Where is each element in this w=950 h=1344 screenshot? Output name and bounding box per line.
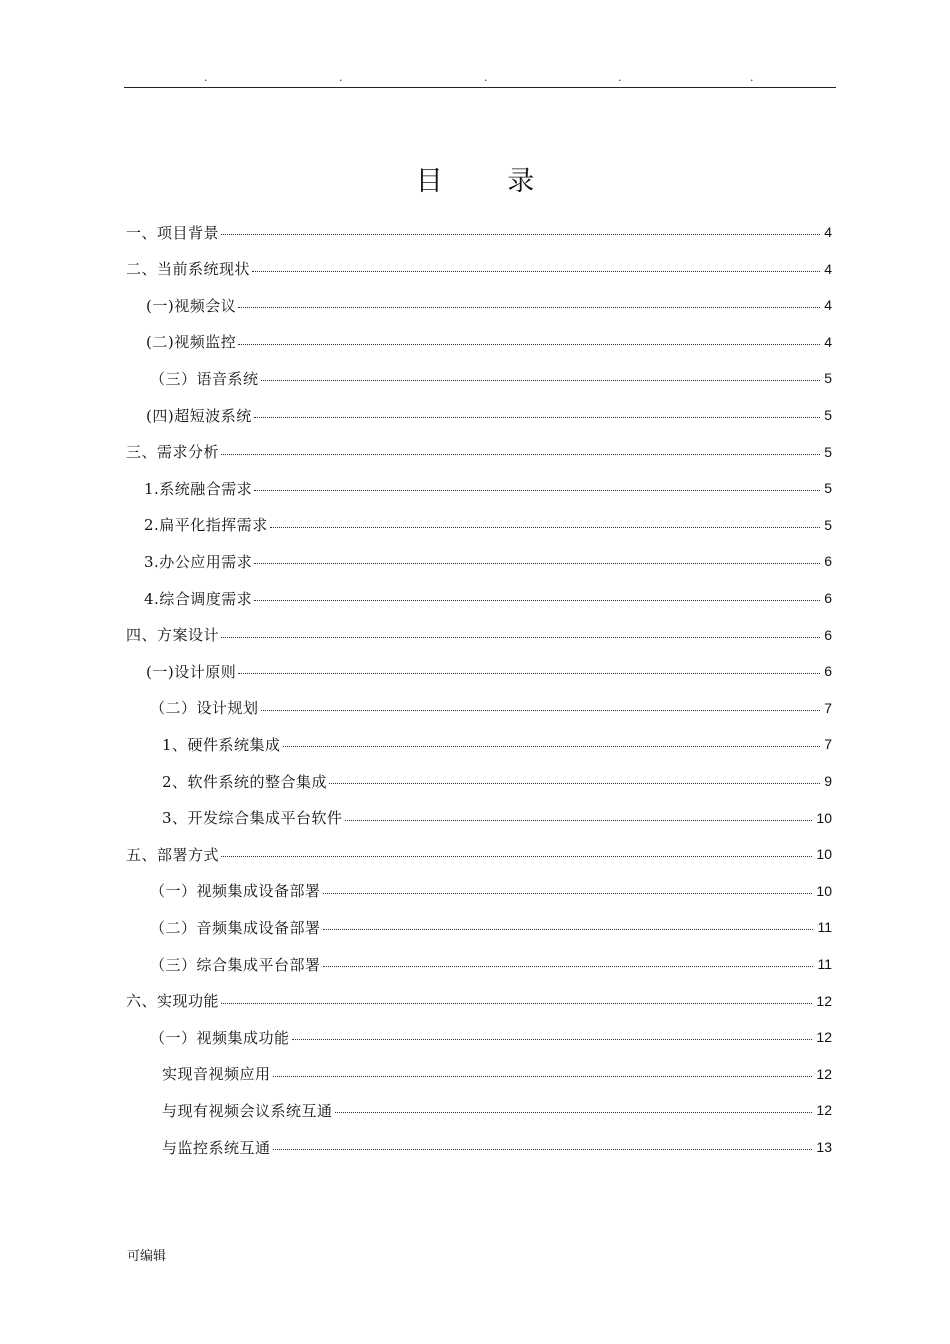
toc-dot-leader <box>323 966 814 967</box>
toc-dot-leader <box>283 746 820 747</box>
toc-title: 目 录 <box>415 166 563 197</box>
toc-entry[interactable] <box>150 690 832 726</box>
toc-dot-leader <box>254 563 820 564</box>
header-dot: . <box>484 71 488 84</box>
toc-entry-label: (四)超短波系统 <box>146 406 252 425</box>
toc-entry-page: 5 <box>824 480 832 497</box>
toc-entry-page: 12 <box>816 1102 832 1119</box>
toc-entry-page: 12 <box>816 1029 832 1046</box>
toc-entry-label: 1、硬件系统集成 <box>162 735 281 754</box>
toc-entry[interactable] <box>126 214 832 250</box>
toc-entry-label: （一）视频集成设备部署 <box>150 882 321 901</box>
toc-entry[interactable] <box>162 1056 832 1092</box>
toc-entry-page: 10 <box>816 882 832 899</box>
toc-entry-label: (二)视频监控 <box>146 333 237 352</box>
toc-dot-leader <box>323 893 813 894</box>
header-rule <box>124 87 836 88</box>
toc-entry[interactable] <box>144 470 832 506</box>
toc-entry-page: 5 <box>824 407 832 423</box>
toc-entry[interactable] <box>126 983 832 1019</box>
toc-dot-leader <box>254 490 820 491</box>
toc-dot-leader <box>221 637 820 638</box>
toc-entry-page: 11 <box>817 956 832 972</box>
toc-entry-page: 9 <box>824 773 832 789</box>
toc-entry-label: （二）设计规划 <box>150 699 259 718</box>
toc-dot-leader <box>270 527 820 528</box>
footer-note: 可编辑 <box>127 1249 167 1264</box>
toc-entry-page: 10 <box>816 809 832 826</box>
toc-entry-page: 7 <box>824 736 832 753</box>
toc-entry-label: 五、部署方式 <box>126 845 220 864</box>
toc-entry[interactable] <box>144 507 832 543</box>
toc-entry[interactable] <box>126 836 832 872</box>
toc-dot-leader <box>261 710 820 711</box>
toc-entry-label: （三）综合集成平台部署 <box>150 955 321 974</box>
toc-entry-label: 1.系统融合需求 <box>144 479 253 498</box>
toc-dot-leader <box>238 307 820 308</box>
toc-entry-label: 六、实现功能 <box>126 992 220 1011</box>
toc-entry[interactable] <box>150 1019 832 1055</box>
toc-entry-label: 四、方案设计 <box>126 626 220 645</box>
toc-entry-page: 12 <box>816 1065 832 1082</box>
toc-entry[interactable] <box>144 543 832 579</box>
toc-entry[interactable] <box>162 800 832 836</box>
toc-entry[interactable] <box>162 763 832 799</box>
toc-entry[interactable] <box>162 1129 832 1165</box>
toc-dot-leader <box>238 673 820 674</box>
toc-entry-page: 12 <box>816 992 832 1009</box>
toc-dot-leader <box>221 454 820 455</box>
toc-entry[interactable] <box>150 873 832 909</box>
toc-entry[interactable] <box>146 397 832 433</box>
toc-dot-leader <box>261 380 820 381</box>
toc-entry-label: （三）语音系统 <box>150 369 259 388</box>
toc-entry-page: 6 <box>824 663 832 680</box>
toc-entry-label: 3、开发综合集成平台软件 <box>162 809 343 828</box>
toc-entry-label: 与现有视频会议系统互通 <box>162 1101 333 1120</box>
toc-entry-label: 实现音视频应用 <box>162 1065 271 1084</box>
toc-entry-label: 2、软件系统的整合集成 <box>162 772 328 791</box>
toc-entry-page: 5 <box>824 370 832 387</box>
toc-entry-page: 4 <box>824 333 832 350</box>
toc-entry[interactable] <box>126 251 832 287</box>
toc-dot-leader <box>345 820 813 821</box>
toc-dot-leader <box>254 600 820 601</box>
toc-dot-leader <box>238 344 820 345</box>
toc-entry-page: 13 <box>816 1139 832 1155</box>
toc-dot-leader <box>292 1039 813 1040</box>
toc-entry[interactable] <box>162 726 832 762</box>
toc-entry-label: 4.综合调度需求 <box>144 589 253 608</box>
toc-entry-label: 三、需求分析 <box>126 443 220 462</box>
toc-entry-label: 一、项目背景 <box>126 223 220 242</box>
toc-entry-page: 6 <box>824 590 832 606</box>
toc-entry-page: 6 <box>824 553 832 570</box>
toc-dot-leader <box>254 417 820 418</box>
toc-entry-page: 10 <box>816 846 832 863</box>
toc-dot-leader <box>221 856 812 857</box>
toc-dot-leader <box>335 1112 813 1113</box>
toc-entry[interactable] <box>162 1092 832 1128</box>
toc-dot-leader <box>252 271 820 272</box>
toc-entry-label: 3.办公应用需求 <box>144 552 253 571</box>
toc-entry-label: (一)视频会议 <box>146 296 237 315</box>
toc-dot-leader <box>329 783 820 784</box>
toc-entry-label: 与监控系统互通 <box>162 1138 271 1157</box>
toc-entry-page: 4 <box>824 224 832 240</box>
header-dot: . <box>750 71 754 84</box>
toc-entry-label: (一)设计原则 <box>146 662 237 681</box>
toc-dot-leader <box>221 234 820 235</box>
toc-entry[interactable] <box>146 653 832 689</box>
toc-entry[interactable] <box>144 580 832 616</box>
toc-entry[interactable] <box>150 909 832 945</box>
toc-entry-label: （二）音频集成设备部署 <box>150 918 321 937</box>
toc-entry[interactable] <box>126 434 832 470</box>
toc-entry-page: 5 <box>824 443 832 460</box>
toc-entry-page: 4 <box>824 260 832 277</box>
toc-entry[interactable] <box>146 287 832 323</box>
toc-entry-page: 11 <box>817 919 832 936</box>
toc-entry-page: 4 <box>824 297 832 314</box>
toc-entry-label: （一）视频集成功能 <box>150 1028 290 1047</box>
toc-entry[interactable] <box>126 617 832 653</box>
toc-entry-page: 7 <box>824 699 832 716</box>
toc-dot-leader <box>323 929 814 930</box>
toc-entry[interactable] <box>146 324 832 360</box>
toc-entry-label: 2.扁平化指挥需求 <box>144 516 268 535</box>
toc-dot-leader <box>273 1076 813 1077</box>
toc-dot-leader <box>273 1149 813 1150</box>
header-dots <box>124 72 836 86</box>
toc-entry[interactable] <box>150 946 832 982</box>
toc-entry-page: 6 <box>824 626 832 643</box>
header-dot: . <box>204 71 208 84</box>
toc-entry-page: 5 <box>824 516 832 533</box>
header-dot: . <box>618 71 622 84</box>
toc-entry-label: 二、当前系统现状 <box>126 260 251 279</box>
header-dot: . <box>339 71 343 84</box>
toc-dot-leader <box>221 1003 812 1004</box>
toc-entry[interactable] <box>150 360 832 396</box>
